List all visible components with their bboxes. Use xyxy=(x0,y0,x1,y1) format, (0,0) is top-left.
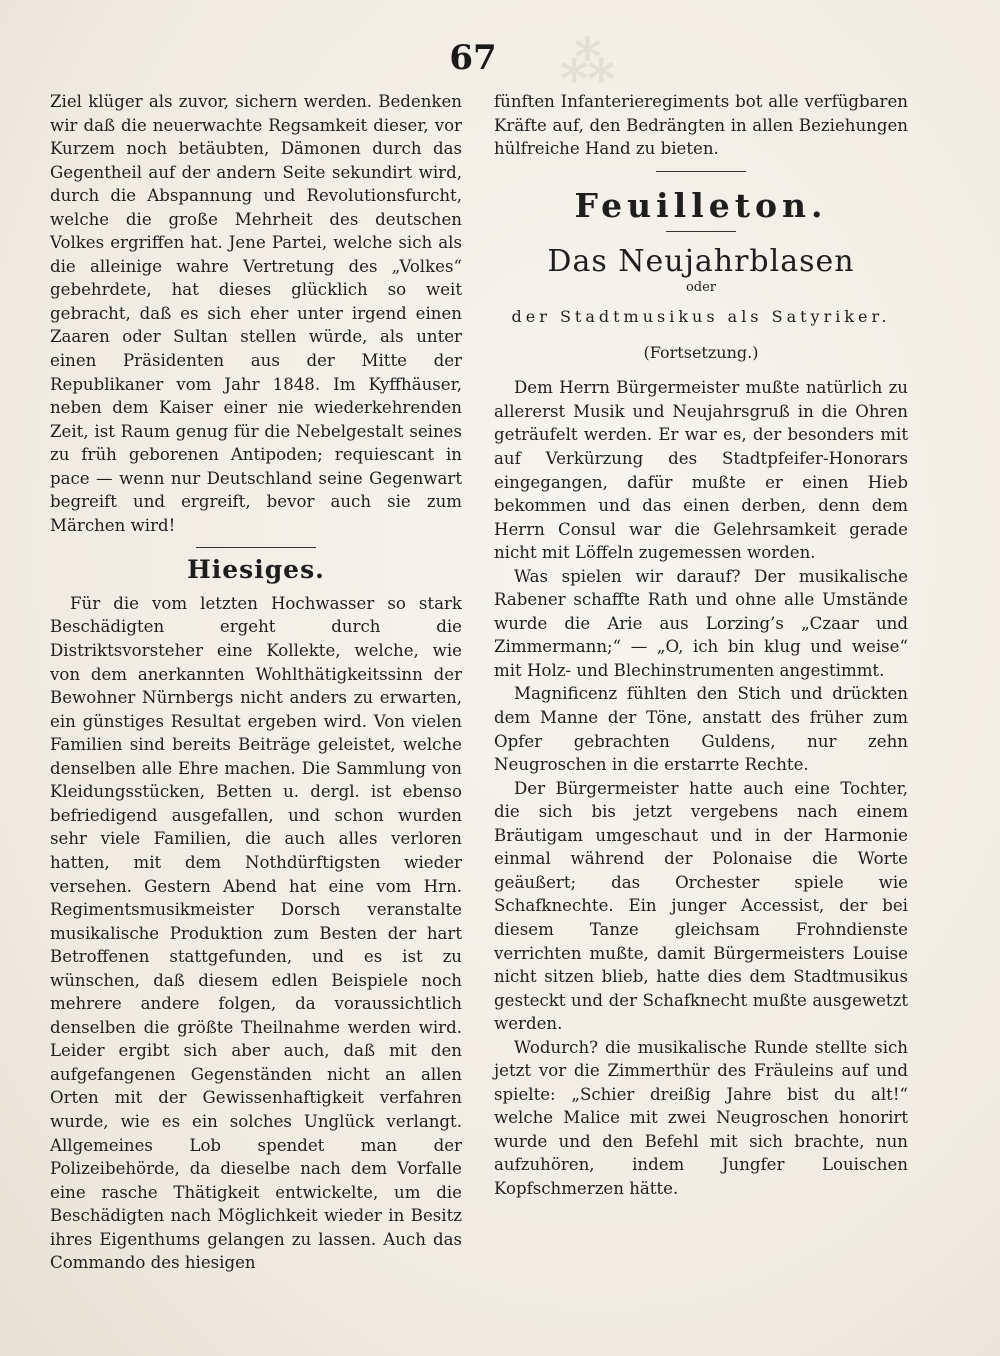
story-paragraph-1: Dem Herrn Bürgermeister mußte natürlich zu allererst Musik und Neujahrsgruß in die Ohren geträufelt werden. Er war es, der besonders mit auf Verkürzung des Stadtpfeifer-Honorars eingegangen, dafür mußte er einen Hieb bekommen und das einen derben, denn dem Herrn Consul war die Gelehrsamkeit gerade nicht mit Löffeln zugemessen worden. xyxy=(494,378,908,563)
divider xyxy=(196,547,316,548)
story-paragraph-2: Was spielen wir darauf? Der musikalische Rabener schaffte Rath und ohne alle Umstände wurde die Arie aus Lorzing’s „Czaar und Zimmermann;“ — „O, ich bin klug und weise“ mit Holz- und Blechinstrumenten angestimmt. xyxy=(494,566,908,680)
feuilleton-heading: Feuilleton. xyxy=(574,185,828,225)
article-continuation-text: Ziel klüger als zuvor, sichern werden. Bedenken wir daß die neuerwachte Regsamkeit dieser, vor Kurzem noch betäubten, Dämonen durch das Gegentheil auf der andern Seite sekundirt wird, durch die Abspannung und Revolutionsfurcht, welche die große Mehrheit des deutschen Volkes ergriffen hat. Jene Partei, welche sich als die alleinige wahre Vertretung des „Volkes“ gebehrdete, hat dieses glücklich so weit gebracht, daß es sich eher unter irgend einen Zaaren oder Sultan stellen würde, als unter einen Präsidenten aus der Mitte der Republikaner vom Jahr 1848. Im Kyffhäuser, neben dem Kaiser einer nie wiederkehrenden Zeit, ist Raum genug für die Nebelgestalt seines zu früh geborenen Antipoden; requiescant in pace — wenn nur Deutschland seine Gegenwart begreift und ergreift, bevor auch sie zum Märchen wird! xyxy=(50,92,462,535)
story-paragraph-3: Magnificenz fühlten den Stich und drückten dem Manne der Töne, anstatt des früher zum Opfer gebrachten Guldens, nur zehn Neugroschen in die erstarrte Rechte. xyxy=(494,684,908,775)
article-continuation-text: fünften Infanterieregiments bot alle verfügbaren Kräfte auf, den Bedrängten in allen Beziehungen hülfreiche Hand zu bieten. xyxy=(494,92,908,159)
story-paragraph-4: Der Bürgermeister hatte auch eine Tochter, die sich bis jetzt vergebens nach einem Bräutigam umgeschaut und in der Harmonie einmal während der Polonaise die Worte geäußert; das Orchester spiele wie Schafknechte. Ein junger Accessist, der bei diesem Tanze gleichsam Frohndienste verrichten mußte, damit Bürgermeisters Louise nicht sitzen blieb, hatte dies dem Stadtmusikus gesteckt und der Schafknecht mußte ausgewetzt werden. xyxy=(494,778,908,1034)
continuation-note: (Fortsetzung.) xyxy=(643,342,759,362)
left-column xyxy=(50,90,462,1275)
local-news-text: Für die vom letzten Hochwasser so stark Beschädigten ergeht durch die Distriktsvorsteher eine Kollekte, welche, wie von dem anerkannten Wohlthätigkeitssinn der Bewohner Nürnbergs nicht anders zu erwarten, ein günstiges Resultat ergeben wird. Von vielen Familien sind bereits Beiträge geleistet, welche denselben alle Ehre machen. Die Sammlung von Kleidungsstücken, Betten u. dergl. ist ebenso befriedigend ausgefallen, und schon wurden sehr viele Familien, die auch alles verloren hatten, mit dem Nothdürftigsten wieder versehen. Gestern Abend hat eine vom Hrn. Regimentsmusikmeister Dorsch veranstalte musikalische Produktion zum Besten der hart Betroffenen stattgefunden, und es ist zu wünschen, daß diesem edlen Beispiele noch mehrere andere folgen, da voraussichtlich denselben die größte Theilnahme werden wird. Leider ergibt sich aber auch, daß mit den aufgefangenen Gegenständen nicht an allen Orten mit der Gewissenhaftigkeit verfahren wurde, wie es ein solches Unglück verlangt. Allgemeines Lob spendet man der Polizeibehörde, da dieselbe nach dem Vorfalle eine rasche Thätigkeit entwickelte, um die Beschädigten nach Möglichkeit wieder in Besitz ihres Eigenthums gelangen zu lassen. Auch das Commando des hiesigen xyxy=(50,593,462,1273)
divider xyxy=(656,171,746,172)
page-number: 67 xyxy=(449,38,497,78)
story-subtitle: der Stadtmusikus als Satyriker. xyxy=(511,307,891,327)
story-title: Das Neujahrblasen xyxy=(547,244,855,280)
bleed-through-text: ⁂ xyxy=(560,30,624,94)
divider xyxy=(666,231,736,232)
right-column xyxy=(494,90,908,1201)
story-paragraph-5: Wodurch? die musikalische Runde stellte sich jetzt vor die Zimmerthür des Fräuleins auf und spielte: „Schier dreißig Jahre bist du alt!“ welche Malice mit zwei Neugroschen honorirt wurde und den Befehl mit sich brachte, nun aufzuhören, indem Jungfer Louischen Kopfschmerzen hätte. xyxy=(494,1037,908,1198)
section-heading-hiesiges: Hiesiges. xyxy=(187,555,325,585)
story-or: oder xyxy=(685,279,717,295)
